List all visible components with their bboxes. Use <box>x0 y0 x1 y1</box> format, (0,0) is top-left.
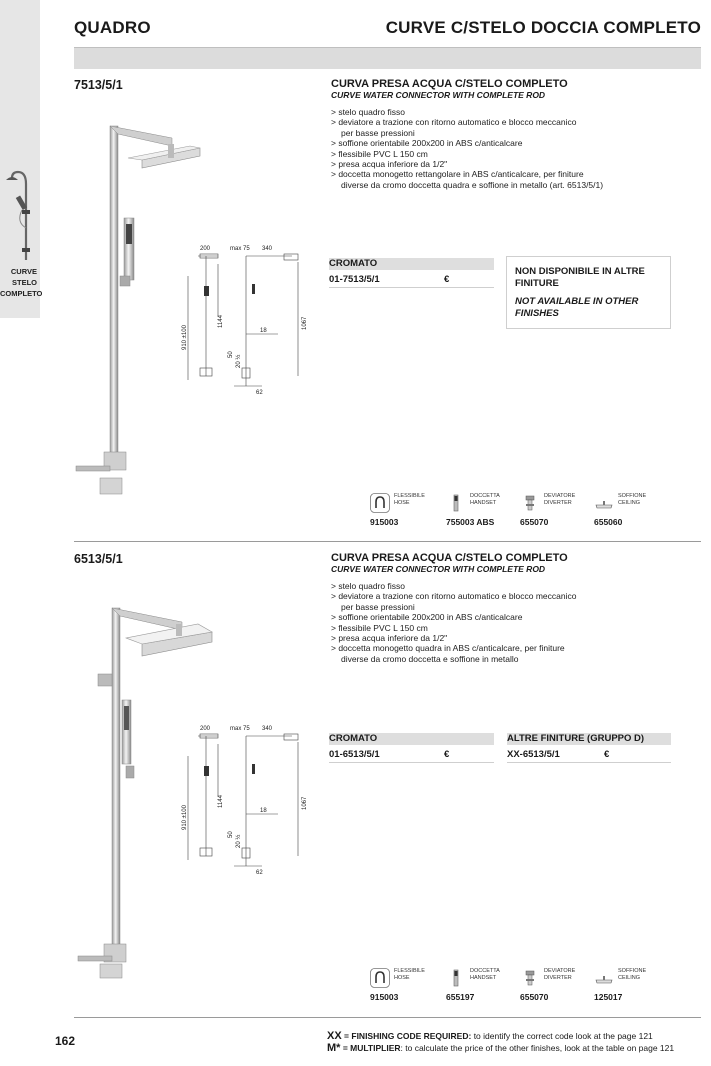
feature-list <box>331 581 671 664</box>
accessory-label: FLESSIBILE HOSE <box>394 968 425 981</box>
feature-item: > stelo quadro fisso <box>331 581 405 591</box>
finish-header: CROMATO <box>329 733 494 745</box>
feature-item: > flessibile PVC L 150 cm <box>331 148 428 159</box>
accessory-label: DEVIATORE DIVERTER <box>544 968 576 981</box>
dimension-label: 1067 <box>302 316 308 330</box>
feature-item: > soffione orientabile 200x200 in ABS c/anticalcare <box>331 612 523 623</box>
header-bar <box>74 47 701 69</box>
accessory-code: 655197 <box>446 992 475 1002</box>
finish-header: CROMATO <box>329 258 494 270</box>
dimension-label: 20 ½ <box>236 834 242 848</box>
product-subtitle: CURVE WATER CONNECTOR WITH COMPLETE ROD <box>331 90 546 100</box>
accessory-code: 915003 <box>370 517 399 527</box>
finishing-code-note: XX = FINISHING CODE REQUIRED: to identify the correct code look at the page 121 <box>327 1030 653 1042</box>
dimension-label: 910 ±100 <box>182 325 188 350</box>
feature-item: per basse pressioni <box>341 601 415 612</box>
technical-drawing <box>178 240 328 400</box>
hose-icon <box>370 493 390 513</box>
diverter-icon <box>520 493 540 513</box>
dimension-label: 62 <box>256 870 263 876</box>
finish-underline <box>507 762 671 763</box>
availability-notice <box>506 256 671 329</box>
feature-item: > stelo quadro fisso <box>331 107 405 117</box>
finish-code: 01-6513/5/1 <box>329 749 380 760</box>
multiplier-note: M* = MULTIPLIER: to calculate the price of the other finishes, look at the table on page 121 <box>327 1042 675 1054</box>
product-title: CURVA PRESA ACQUA C/STELO COMPLETO <box>331 78 568 90</box>
ceiling-shower-icon <box>594 968 614 988</box>
feature-item: > flessibile PVC L 150 cm <box>331 622 428 633</box>
dimension-label: 200 <box>200 246 211 252</box>
finish-code: XX-6513/5/1 <box>507 749 560 760</box>
accessory-code: 125017 <box>594 992 623 1002</box>
dimension-label: max 75 <box>230 726 250 732</box>
section-divider <box>74 541 701 542</box>
feature-item: per basse pressioni <box>341 127 415 138</box>
dimension-label: 50 <box>228 831 234 838</box>
dimension-label: 18 <box>260 328 267 334</box>
product-code: 6513/5/1 <box>74 552 123 566</box>
feature-item: > doccetta monogetto quadra in ABS c/anticalcare, per finiture <box>331 643 565 654</box>
feature-item: diverse da cromo doccetta e soffione in metallo <box>341 653 519 664</box>
dimension-label: 62 <box>256 390 263 396</box>
finish-underline <box>329 762 494 763</box>
accessory-code: 655060 <box>594 517 623 527</box>
dimension-label: 200 <box>200 726 211 732</box>
dimension-label: 1144 <box>218 315 224 328</box>
finish-price: € <box>444 274 450 285</box>
feature-item: > doccetta monogetto rettangolare in ABS c/anticalcare, per finiture <box>331 169 584 180</box>
accessory-label: SOFFIONE CEILING <box>618 968 647 981</box>
finish-header: ALTRE FINITURE (GRUPPO D) <box>507 733 671 745</box>
feature-item: > presa acqua inferiore da 1/2" <box>331 159 448 170</box>
accessory-label: DOCCETTA HANDSET <box>470 493 500 506</box>
dimension-label: 20 ½ <box>236 354 242 368</box>
finish-price: € <box>444 749 450 760</box>
product-title: CURVA PRESA ACQUA C/STELO COMPLETO <box>331 552 568 564</box>
notice-english: NOT AVAILABLE IN OTHER FINISHES <box>515 296 639 319</box>
diverter-icon <box>520 968 540 988</box>
dimension-label: 340 <box>262 246 273 252</box>
footer-divider <box>74 1017 701 1018</box>
accessory-label: FLESSIBILE HOSE <box>394 493 425 506</box>
notice-italian: NON DISPONIBILE IN ALTRE FINITURE <box>515 266 645 289</box>
accessory-label: SOFFIONE CEILING <box>618 493 647 506</box>
handset-icon <box>446 968 466 988</box>
handset-icon <box>446 493 466 513</box>
shower-column-icon <box>4 162 38 262</box>
feature-item: diverse da cromo doccetta quadra e soffione in metallo (art. 6513/5/1) <box>341 179 604 190</box>
feature-item: > deviatore a trazione con ritorno automatico e blocco meccanico <box>331 591 577 602</box>
ceiling-shower-icon <box>594 493 614 513</box>
dimension-label: 910 ±100 <box>182 805 188 830</box>
finish-price: € <box>604 749 610 760</box>
section-title: QUADRO <box>74 18 151 37</box>
product-subtitle: CURVE WATER CONNECTOR WITH COMPLETE ROD <box>331 564 546 574</box>
accessory-label: DEVIATORE DIVERTER <box>544 493 576 506</box>
feature-item: > presa acqua inferiore da 1/2" <box>331 633 448 644</box>
dimension-label: 50 <box>228 351 234 358</box>
accessory-label: DOCCETTA HANDSET <box>470 968 500 981</box>
dimension-label: 1144 <box>218 795 224 808</box>
accessory-code: 655070 <box>520 992 549 1002</box>
side-tab <box>0 0 43 318</box>
dimension-label: 1067 <box>302 796 308 810</box>
finish-code: 01-7513/5/1 <box>329 274 380 285</box>
accessory-code: 655070 <box>520 517 549 527</box>
finish-underline <box>329 287 494 288</box>
feature-item: > deviatore a trazione con ritorno automatico e blocco meccanico <box>331 117 577 128</box>
dimension-label: 18 <box>260 808 267 814</box>
hose-icon <box>370 968 390 988</box>
accessory-code: 915003 <box>370 992 399 1002</box>
dimension-label: 340 <box>262 726 273 732</box>
accessory-code: 755003 ABS <box>446 517 495 527</box>
product-code: 7513/5/1 <box>74 78 123 92</box>
technical-drawing <box>178 720 328 880</box>
feature-list <box>331 107 671 190</box>
page-title: CURVE C/STELO DOCCIA COMPLETO <box>385 18 701 37</box>
page-number: 162 <box>55 1034 76 1048</box>
feature-item: > soffione orientabile 200x200 in ABS c/anticalcare <box>331 138 523 149</box>
side-tab-label: CURVE STELO COMPLETO <box>0 267 43 298</box>
dimension-label: max 75 <box>230 246 250 252</box>
